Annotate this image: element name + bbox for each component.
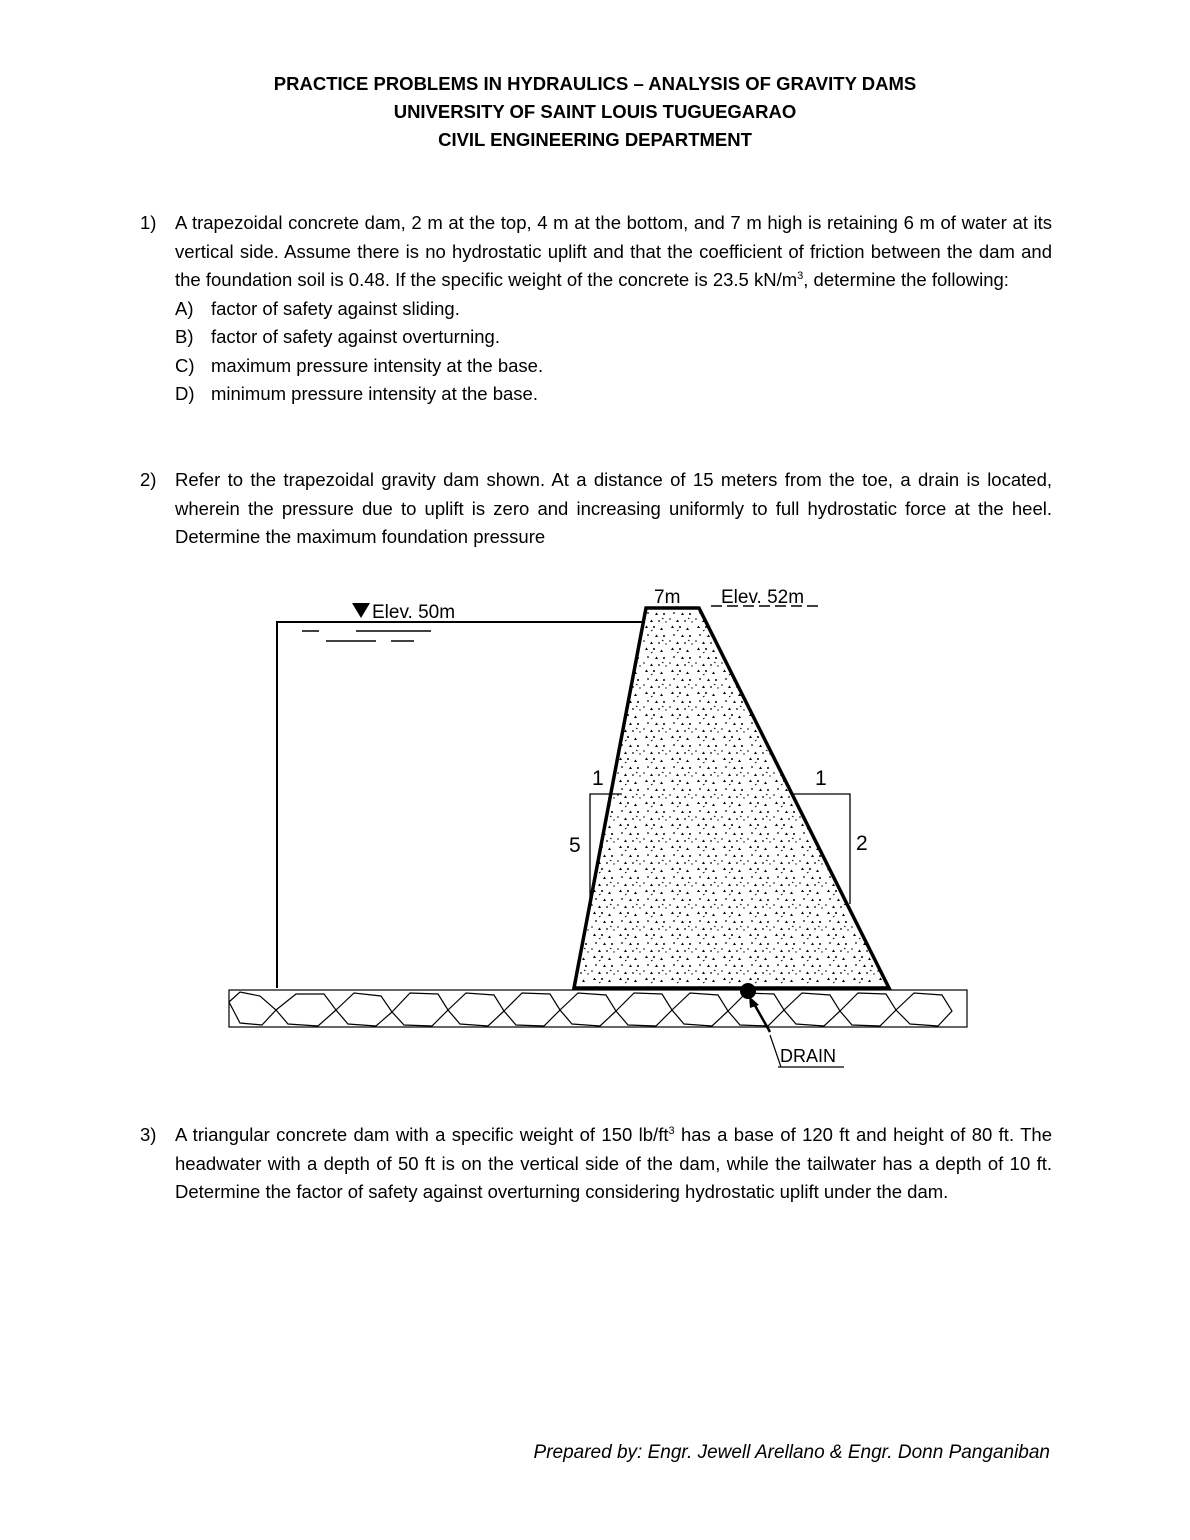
option-letter: A) [175, 297, 194, 319]
problem-number: 1) [140, 212, 157, 233]
problem-text-main: A triangular concrete dam with a specific weight of 150 lb/ft [175, 1124, 669, 1145]
crest-elevation-label: Elev. 52m [721, 587, 805, 608]
option-text: factor of safety against overturning. [211, 326, 500, 347]
problem-text [175, 1121, 1052, 1207]
problem-text-end: , determine the following: [803, 269, 1009, 290]
problem-1 [140, 209, 1052, 409]
option-item [175, 323, 1052, 352]
dam-diagram [226, 580, 971, 1070]
problem-text [175, 209, 1052, 295]
downstream-slope-v-label: 2 [856, 832, 868, 855]
problem-text-main: A trapezoidal concrete dam, 2 m at the top, 4 m at the bottom, and 7 m high is retaining 6 m of water at its vertical side. Assume there is no hydrostatic uplift and that the coefficient of friction between the dam and the foundation soil is 0.48. If the specific weight of the concrete is 23.5 kN/m [175, 212, 1052, 290]
water-elevation-label: Elev. 50m [372, 602, 456, 623]
drain-label: DRAIN [780, 1046, 837, 1066]
option-letter: D) [175, 383, 195, 404]
superscript: 3 [797, 270, 804, 282]
option-item [175, 352, 1052, 381]
water-level-triangle-icon [352, 603, 370, 618]
drain-marker [740, 983, 756, 999]
header-department: CIVIL ENGINEERING DEPARTMENT [438, 129, 752, 150]
upstream-slope-h-label: 1 [592, 767, 604, 790]
problem-2 [140, 466, 1052, 552]
problem-3 [140, 1121, 1052, 1207]
option-item [175, 295, 1052, 324]
problem-text-end: has a base of 120 ft and height of 80 ft. The headwater with a depth of 50 ft is on the vertical side of the dam, while the tailwater has a depth of 10 ft. Determine the factor of safety against overturning considering hydrostatic uplift under the dam. [175, 1124, 1052, 1202]
problem-number: 3) [140, 1124, 157, 1145]
header-university: UNIVERSITY OF SAINT LOUIS TUGUEGARAO [393, 101, 797, 122]
option-text: factor of safety against sliding. [211, 297, 460, 319]
prepared-by: Prepared by: Engr. Jewell Arellano & Engr. Donn Panganiban [533, 1442, 1050, 1463]
document-header [0, 70, 1190, 154]
upstream-slope-v-label: 5 [569, 834, 581, 857]
problem-text: Refer to the trapezoidal gravity dam shown. At a distance of 15 meters from the toe, a drain is located, wherein the pressure due to uplift is zero and increasing uniformly to full hydrostatic force at the heel. Determine the maximum foundation pressure [175, 469, 1052, 547]
option-letter: B) [175, 326, 194, 347]
header-title: PRACTICE PROBLEMS IN HYDRAULICS – ANALYSIS OF GRAVITY DAMS [273, 73, 917, 94]
foundation [229, 990, 967, 1027]
option-text: maximum pressure intensity at the base. [211, 354, 544, 376]
option-list [175, 295, 1052, 409]
downstream-slope-h-label: 1 [815, 767, 827, 790]
option-letter: C) [175, 354, 195, 376]
top-width-label: 7m [654, 587, 681, 608]
problem-number: 2) [140, 469, 157, 490]
dam-body [574, 608, 889, 988]
superscript: 3 [668, 1125, 675, 1137]
option-item [175, 380, 1052, 409]
option-text: minimum pressure intensity at the base. [211, 383, 538, 404]
